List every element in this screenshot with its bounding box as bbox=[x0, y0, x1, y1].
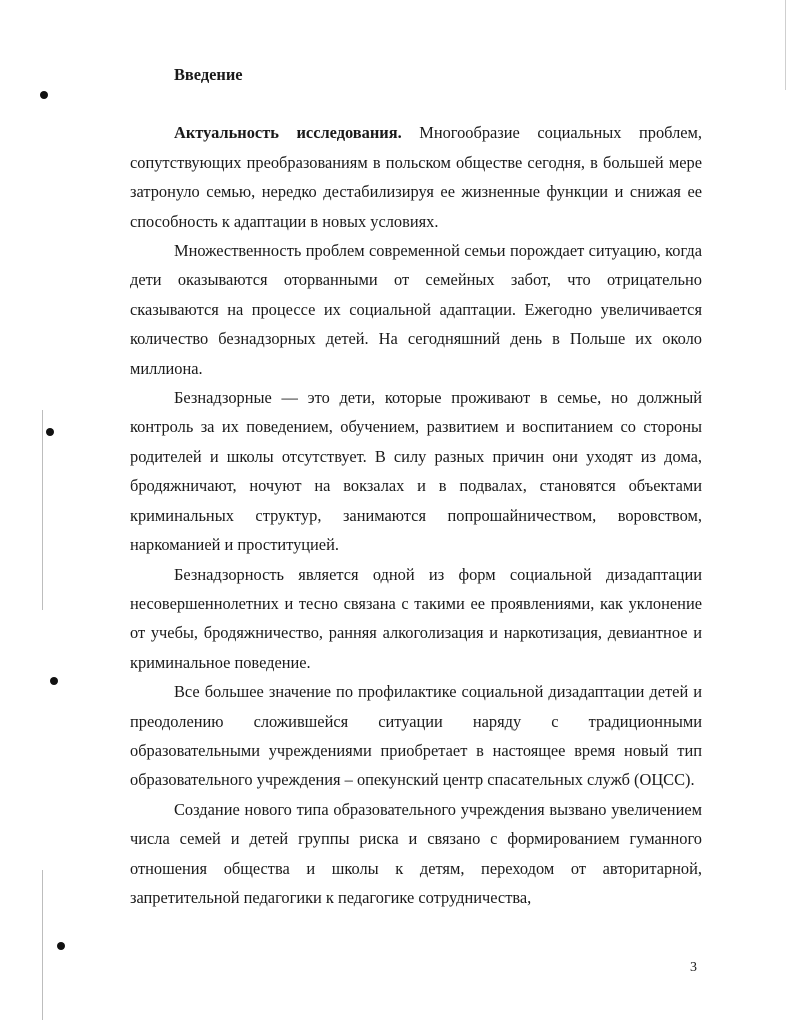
paragraph-text: Множественность проблем современной семьи порождает ситуацию, когда дети оказываются оторванными от семейных забот, что отрицательно сказываются на процессе их социальной адаптации. Ежегодно увеличивается количество безнадзорных детей. На сегодняшний день в Польше их около миллиона. bbox=[130, 241, 702, 378]
scan-edge-line bbox=[785, 0, 786, 90]
punch-hole-mark bbox=[57, 942, 65, 950]
paragraph bbox=[130, 677, 702, 795]
paragraph-text: Безнадзорность является одной из форм социальной дизадаптации несовершеннолетних и тесно связана с такими ее проявлениями, как уклонение от учебы, бродяжничество, ранняя алкоголизация и наркотизация, девиантное и криминальное поведение. bbox=[130, 564, 702, 672]
paragraph bbox=[130, 118, 702, 236]
binder-margin-line bbox=[42, 870, 43, 1020]
paragraph-text: Многообразие социальных проблем, сопутствующих преобразованиям в польском обществе сегодня, в большей мере затронуло семью, нередко дестабилизируя ее жизненные функции и снижая ее способность к адаптации в новых условиях. bbox=[130, 123, 702, 231]
paragraph bbox=[130, 383, 702, 559]
document-body bbox=[130, 60, 702, 912]
punch-hole-mark bbox=[40, 91, 48, 99]
paragraph-text: Все большее значение по профилактике социальной дизадаптации детей и преодолению сложившейся ситуации наряду с традиционными образовательными учреждениями приобретает в настоящее время новый тип образовательного учреждения – опекунский центр спасательных служб (ОЦСС). bbox=[130, 682, 702, 790]
binder-margin-line bbox=[42, 410, 43, 610]
paragraph bbox=[130, 560, 702, 678]
paragraph bbox=[130, 795, 702, 913]
page-number: 3 bbox=[690, 960, 697, 975]
paragraph bbox=[130, 236, 702, 383]
section-heading: Введение bbox=[174, 65, 243, 84]
paragraph-lead: Актуальность исследования. bbox=[174, 123, 402, 143]
paragraph-text: Создание нового типа образовательного учреждения вызвано увеличением числа семей и детей группы риска и связано с формированием гуманного отношения общества и школы к детям, переходом от авторитарной, запретительной педагогики к педагогике сотрудничества, bbox=[130, 799, 702, 907]
punch-hole-mark bbox=[50, 677, 58, 685]
punch-hole-mark bbox=[46, 428, 54, 436]
paragraph-text: Безнадзорные — это дети, которые проживают в семье, но должный контроль за их поведением, обучением, развитием и воспитанием со стороны родителей и школы отсутствует. В силу разных причин они уходят из дома, бродяжничают, ночуют на вокзалах и в подвалах, становятся объектами криминальных структур, занимаются попрошайничеством, воровством, наркоманией и проституцией. bbox=[130, 388, 702, 555]
